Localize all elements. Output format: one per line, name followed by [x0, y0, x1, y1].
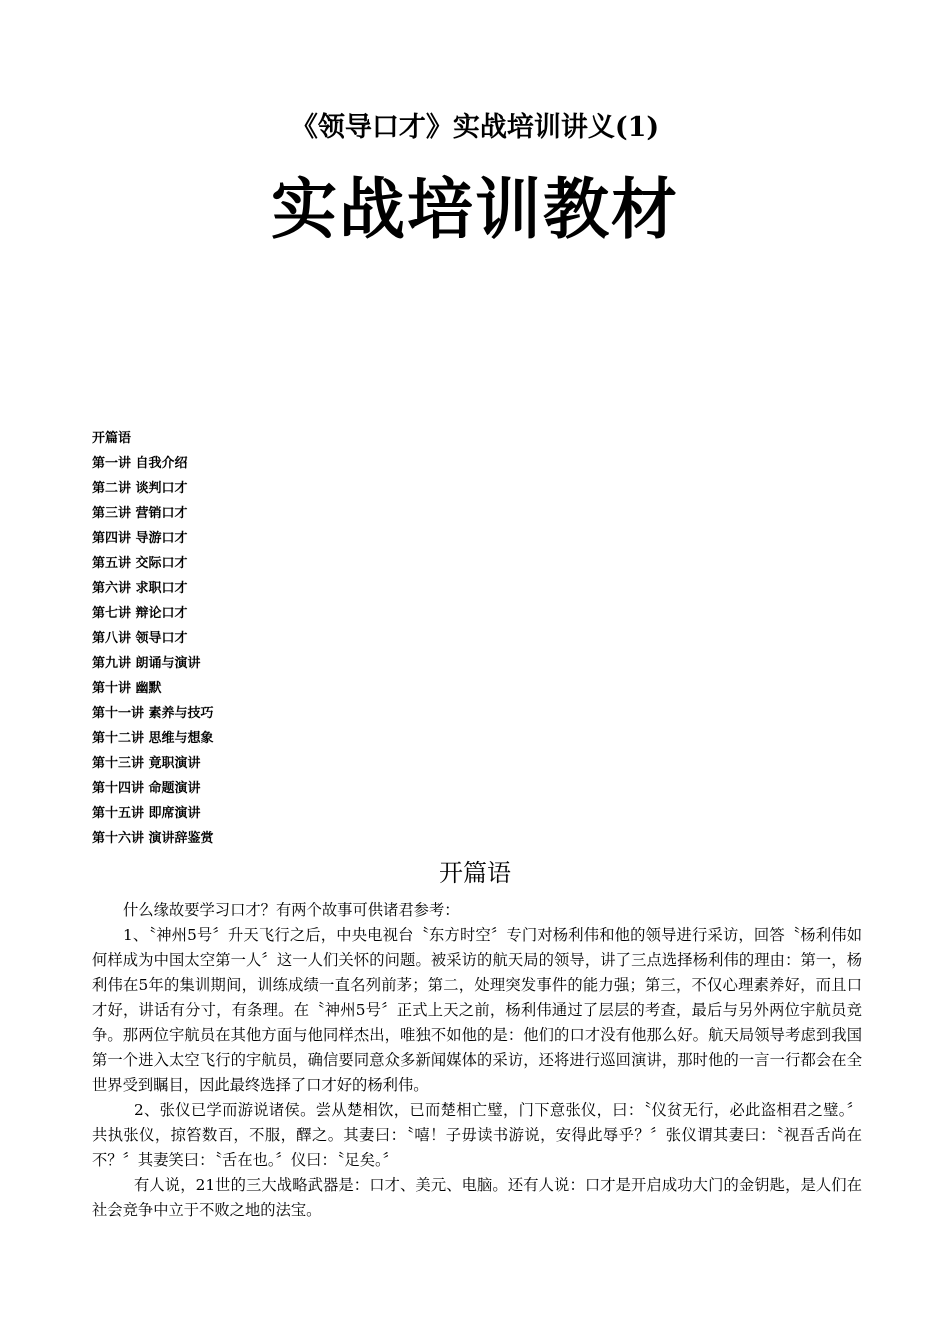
toc-item: 第五讲 交际口才 [92, 556, 188, 571]
document-subtitle: 《领导口才》实战培训讲义(1) [290, 112, 660, 143]
body-paragraph: 什么缘故要学习口才？有两个故事可供诸君参考： [123, 901, 460, 919]
toc-item: 第十五讲 即席演讲 [92, 806, 201, 821]
section-body [92, 898, 862, 1223]
toc-item: 第十三讲 竟职演讲 [92, 756, 201, 771]
toc-item: 开篇语 [92, 431, 132, 446]
toc-item: 第三讲 营销口才 [92, 506, 188, 521]
document-title: 实战培训教材 [271, 171, 679, 248]
toc-item: 第十二讲 思维与想象 [92, 731, 214, 746]
table-of-contents [92, 426, 214, 851]
body-paragraph: 1、〝神州5号〞升天飞行之后，中央电视台〝东方时空〞专门对杨利伟和他的领导进行采访，回答〝杨利伟如何样成为中国太空第一人〞这一人们关怀的问题。被采访的航天局的领导，讲了三点选择杨利伟的理由：第一，杨利伟在5年的集训期间，训练成绩一直名列前茅；第二，处理突发事件的能力强；第三，不仅心理素养好，而且口才好，讲话有分寸，有条理。在〝神州5号〞正式上天之前，杨利伟通过了层层的考查，最后与另外两位宇航员竞争。那两位宇航员在其他方面与他同样杰出，唯独不如他的是：他们的口才没有他那么好。航天局领导考虑到我国第一个进入太空飞行的宇航员，确信要同意众多新闻媒体的采访，还将进行巡回演讲，那时他的一言一行都会在全世界受到瞩目，因此最终选择了口才好的杨利伟。 [92, 926, 862, 1094]
toc-item: 第十四讲 命题演讲 [92, 781, 201, 796]
toc-item: 第一讲 自我介绍 [92, 456, 188, 471]
toc-item: 第二讲 谈判口才 [92, 481, 188, 496]
toc-item: 第九讲 朗诵与演讲 [92, 656, 201, 671]
toc-item: 第四讲 导游口才 [92, 531, 188, 546]
section-heading: 开篇语 [439, 859, 511, 887]
toc-item: 第六讲 求职口才 [92, 581, 188, 596]
body-paragraph: 有人说，21世的三大战略武器是：口才、美元、电脑。还有人说：口才是开启成功大门的金钥匙，是人们在社会竞争中立于不败之地的法宝。 [92, 1176, 862, 1219]
toc-item: 第八讲 领导口才 [92, 631, 188, 646]
toc-item: 第七讲 辩论口才 [92, 606, 188, 621]
toc-item: 第十六讲 演讲辞鉴赏 [92, 831, 214, 846]
body-paragraph: 2、张仪已学而游说诸侯。尝从楚相饮，已而楚相亡璧，门下意张仪，曰：〝仪贫无行，必此盗相君之璧。〞共执张仪，掠笞数百，不服，醳之。其妻曰：〝嘻！子毋读书游说，安得此辱乎？〞张仪谓其妻曰：〝视吾舌尚在不？〞其妻笑曰：〝舌在也。〞仪曰：〝足矣。〞 [92, 1101, 862, 1169]
toc-item: 第十讲 幽默 [92, 681, 162, 696]
toc-item: 第十一讲 素养与技巧 [92, 706, 214, 721]
